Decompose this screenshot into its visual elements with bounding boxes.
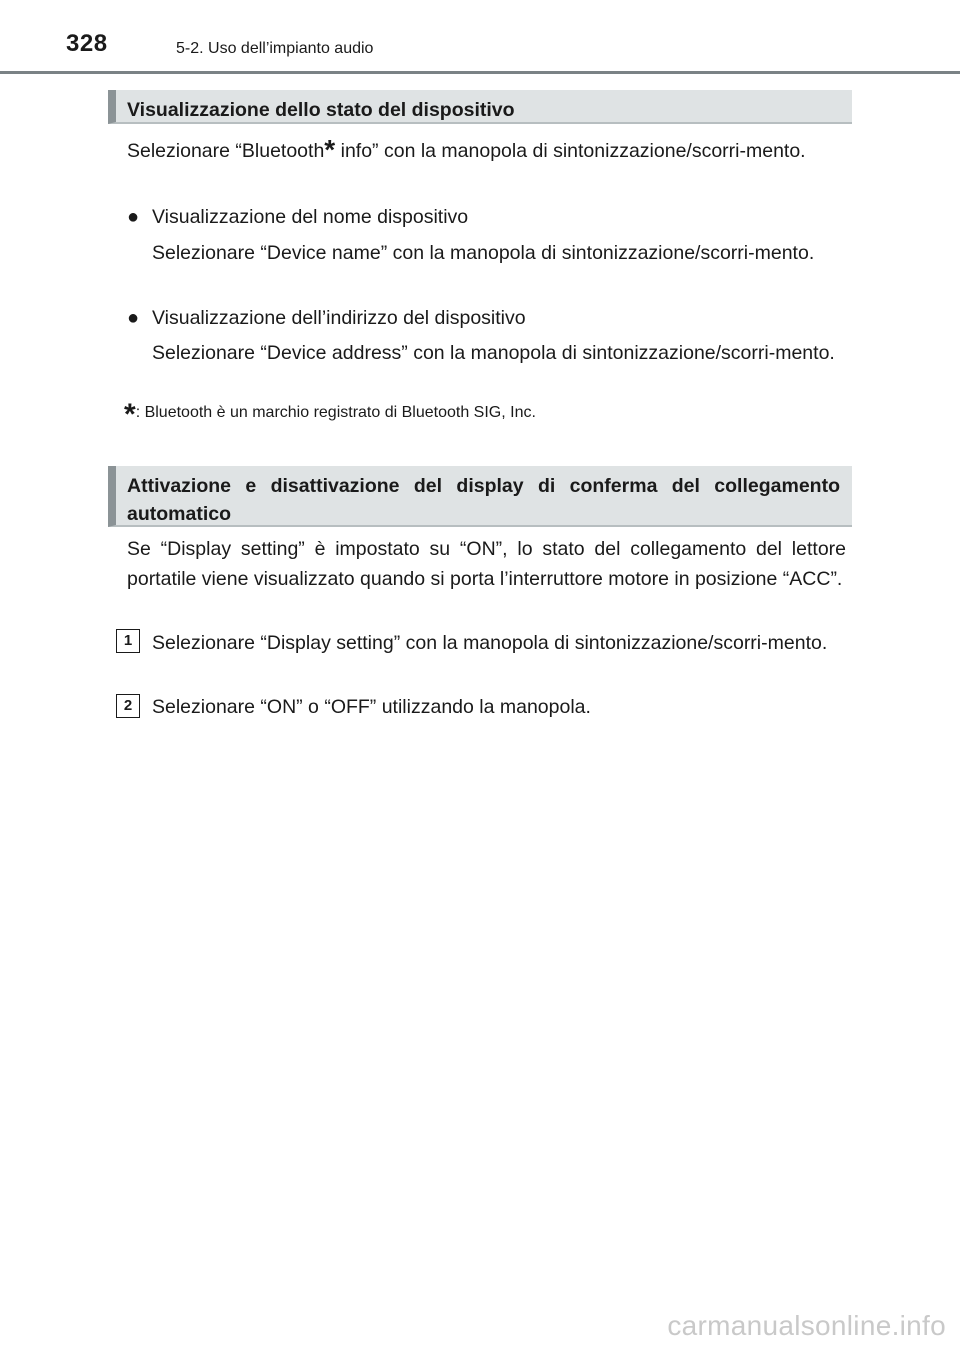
bullet-heading: Visualizzazione del nome dispositivo [152, 206, 469, 228]
step-text: Selezionare “ON” o “OFF” utilizzando la manopola. [152, 696, 591, 718]
header-divider [0, 71, 960, 74]
bullet-body: Selezionare “Device name” con la manopola di sintonizzazione/scorri-mento. [152, 242, 815, 264]
bullet-heading: Visualizzazione dell’indirizzo del dispositivo [152, 307, 526, 329]
step-text: Selezionare “Display setting” con la manopola di sintonizzazione/scorri-mento. [152, 632, 828, 654]
footnote-asterisk: * [124, 398, 136, 431]
section-title-auto-connection-display: Attivazione e disattivazione del display di conferma del collegamento automatico [108, 466, 852, 527]
section1-intro: Selezionare “Bluetooth* info” con la manopola di sintonizzazione/scorri-mento. [127, 134, 806, 165]
section2-intro: Se “Display setting” è impostato su “ON”, lo stato del collegamento del lettore portatile viene visualizzato quando si porta l’interruttore motore in posizione “ACC”. [127, 538, 846, 590]
bullet-body: Selezionare “Device address” con la manopola di sintonizzazione/scorri-mento. [152, 342, 835, 364]
bullet-icon: ● [127, 206, 140, 228]
section-label: 5-2. Uso dell’impianto audio [176, 40, 374, 57]
step-number-badge: 2 [116, 694, 140, 718]
watermark: carmanualsonline.info [667, 1310, 946, 1341]
section-title-device-status: Visualizzazione dello stato del dispositivo [108, 90, 852, 124]
step-number-badge: 1 [116, 629, 140, 653]
footnote: *: Bluetooth è un marchio registrato di Bluetooth SIG, Inc. [124, 398, 536, 431]
page-header [0, 0, 960, 76]
bullet-icon: ● [127, 307, 140, 329]
page-number: 328 [66, 30, 108, 57]
asterisk-mark: * [324, 134, 336, 165]
